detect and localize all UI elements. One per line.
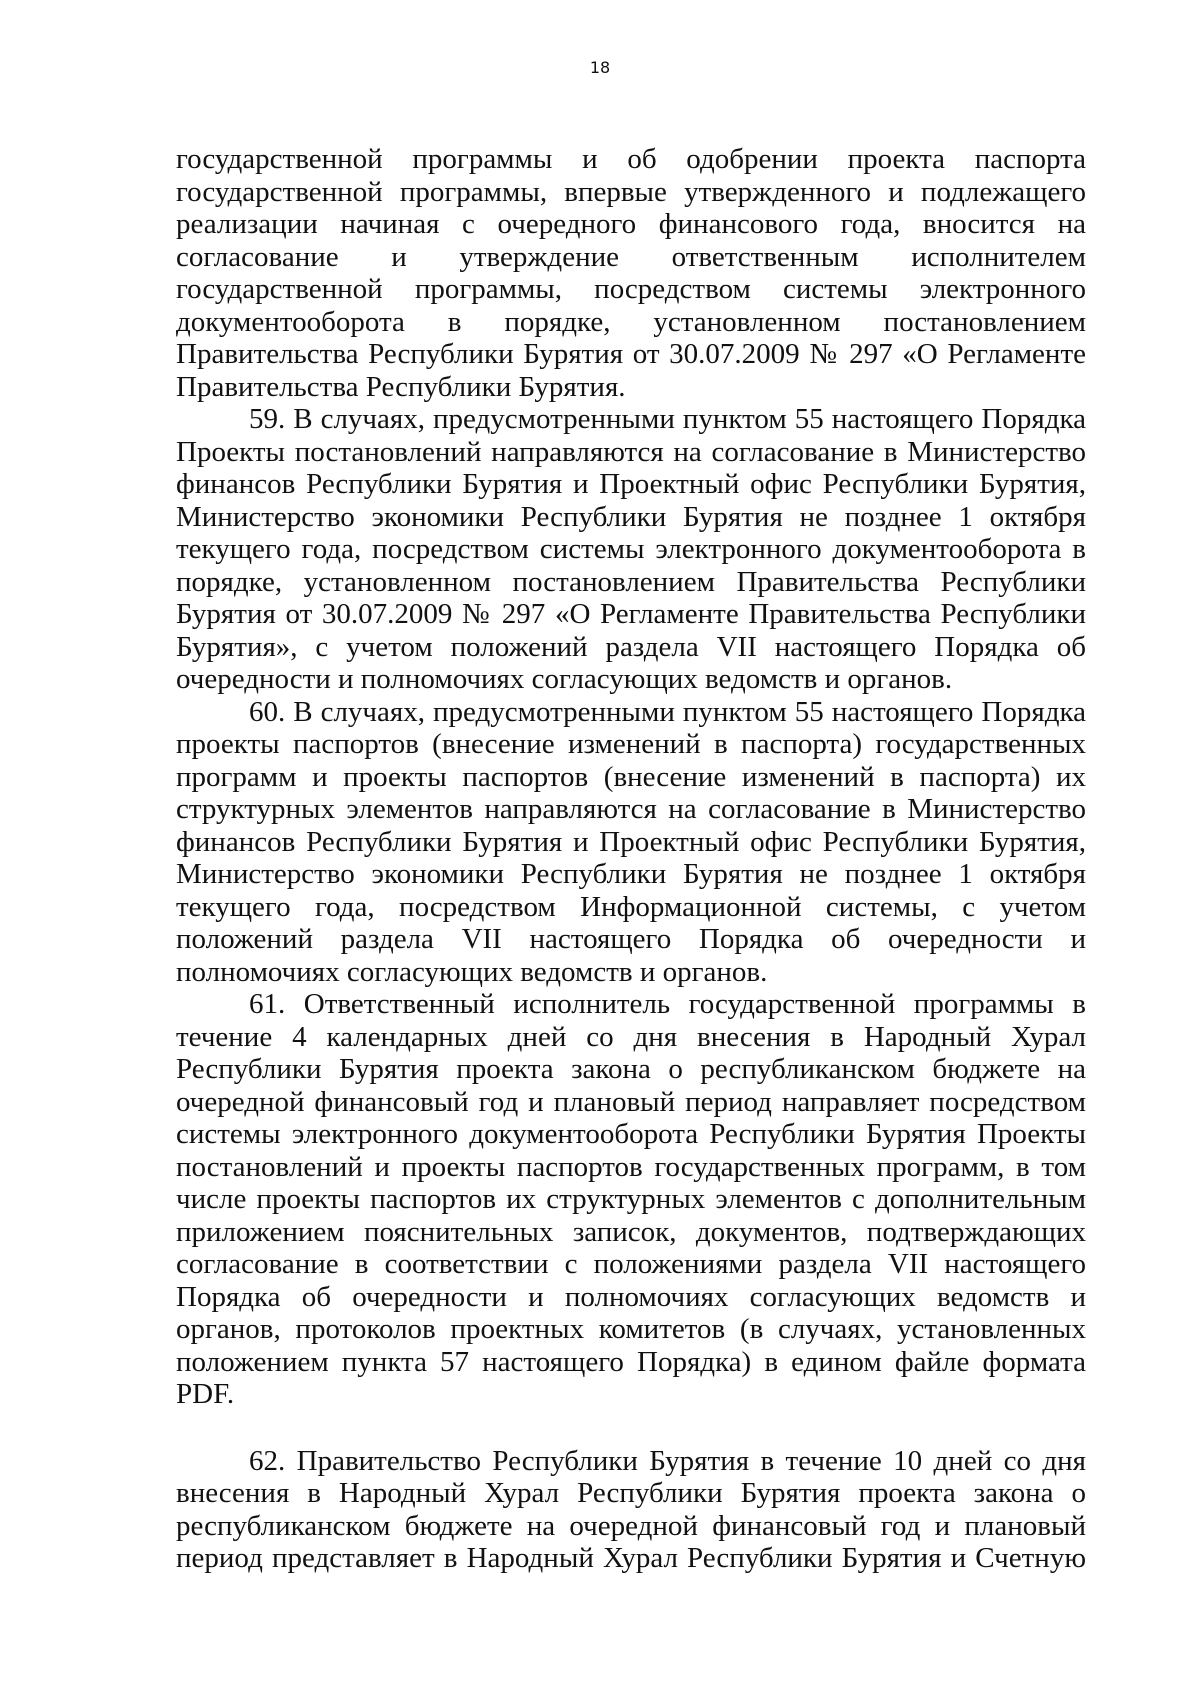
paragraph-59: 59. В случаях, предусмотренными пунктом 55 настоящего Порядка Проекты постановлений направляются на согласование в Министерство финансов Республики Бурятия и Проектный офис Республики Бурятия, Министерство экономики Республики Бурятия не позднее 1 октября текущего года, посредством системы электронного документооборота в порядке, установленном постановлением Правительства Республики Бурятия от 30.07.2009 № 297 «О Регламенте Правительства Республики Бурятия», с учетом положений раздела VII настоящего Порядка об очередности и полномочиях согласующих ведомств и органов. xyxy=(176,403,1086,695)
paragraph-continuation: государственной программы и об одобрении проекта паспорта государственной программы, впервые утвержденного и подлежащего реализации начиная с очередного финансового года, вносится на согласование и утверждение ответственным исполнителем государственной программы, посредством системы электронного документооборота в порядке, установленном постановлением Правительства Республики Бурятия от 30.07.2009 № 297 «О Регламенте Правительства Республики Бурятия. xyxy=(176,143,1086,403)
page-number: 18 xyxy=(589,58,611,77)
paragraph-60: 60. В случаях, предусмотренными пунктом 55 настоящего Порядка проекты паспортов (внесение изменений в паспорта) государственных программ и проекты паспортов (внесение изменений в паспорта) их структурных элементов направляются на согласование в Министерство финансов Республики Бурятия и Проектный офис Республики Бурятия, Министерство экономики Республики Бурятия не позднее 1 октября текущего года, посредством Информационной системы, с учетом положений раздела VII настоящего Порядка об очередности и полномочиях согласующих ведомств и органов. xyxy=(176,695,1086,988)
paragraph-62: 62. Правительство Республики Бурятия в течение 10 дней со дня внесения в Народный Хурал Республики Бурятия проекта закона о республиканском бюджете на очередной финансовый год и плановый период представляет в Народный Хурал Республики Бурятия и Счетную xyxy=(176,1444,1086,1574)
paragraph-61: 61. Ответственный исполнитель государственной программы в течение 4 календарных дней со дня внесения в Народный Хурал Республики Бурятия проекта закона о республиканском бюджете на очередной финансовый год и плановый период направляет посредством системы электронного документооборота Республики Бурятия Проекты постановлений и проекты паспортов государственных программ, в том числе проекты паспортов их структурных элементов с дополнительным приложением пояснительных записок, документов, подтверждающих согласование в соответствии с положениями раздела VII настоящего Порядка об очередности и полномочиях согласующих ведомств и органов, протоколов проектных комитетов (в случаях, установленных положением пункта 57 настоящего Порядка) в едином файле формата PDF. xyxy=(176,988,1086,1410)
document-body xyxy=(176,143,1086,1575)
